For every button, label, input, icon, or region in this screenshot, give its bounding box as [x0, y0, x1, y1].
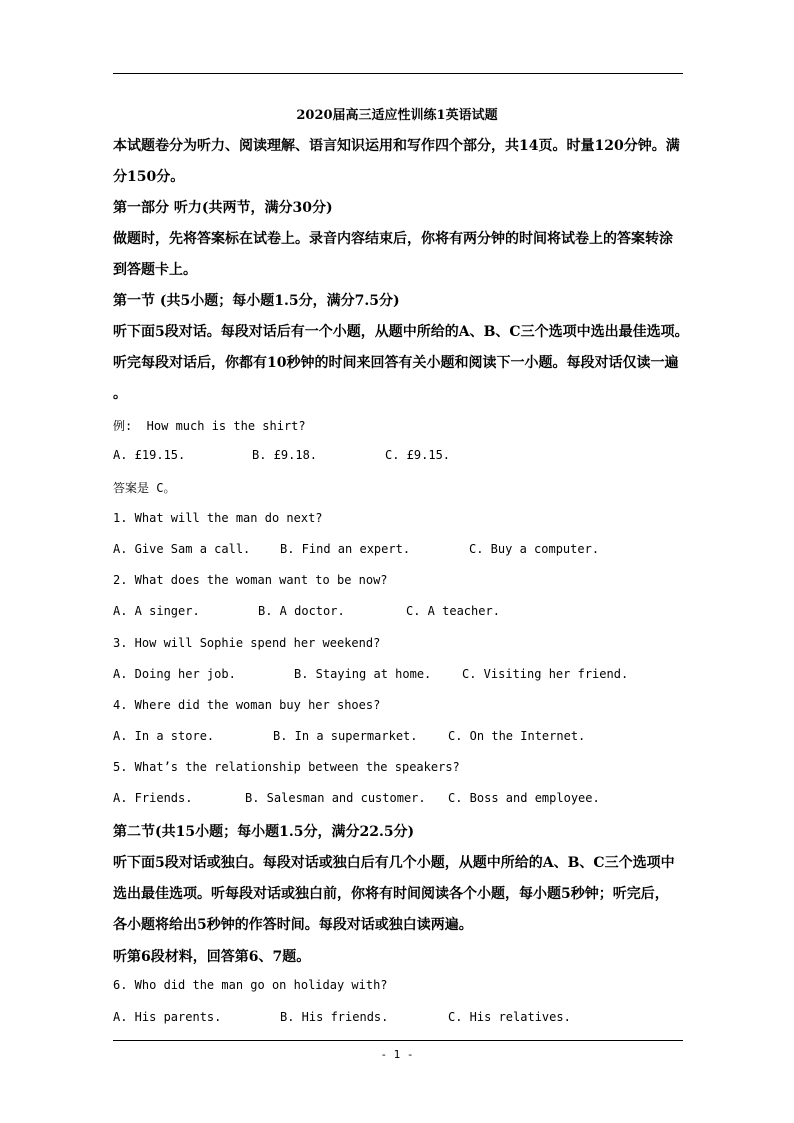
question-3: 3. How will Sophie spend her weekend? [113, 636, 381, 650]
footer-rule [113, 1040, 683, 1041]
part1-note-line-2: 到答题卡上。 [113, 262, 197, 278]
question-1-option-b: B. Find an expert. [280, 542, 411, 556]
section1-directions-line-1: 听下面5段对话。每段对话后有一个小题，从题中所给的A、B、C三个选项中选出最佳选项。 [113, 324, 689, 340]
question-3-option-b: B. Staying at home. [294, 667, 432, 681]
question-4-option-b: B. In a supermarket. [273, 729, 418, 743]
question-6-option-b: B. His friends. [280, 1010, 389, 1024]
section2-directions-line-3: 各小题将给出5秒钟的作答时间。每段对话或独白读两遍。 [113, 917, 473, 933]
section1-heading: 第一节 (共5小题；每小题1.5分，满分7.5分) [113, 293, 400, 309]
example-option-a: A. £19.15. [113, 448, 186, 462]
question-5: 5. What’s the relationship between the speakers? [113, 760, 460, 774]
part1-heading: 第一部分 听力(共两节，满分30分) [113, 200, 333, 216]
question-4-option-c: C. On the Internet. [448, 729, 586, 743]
question-4-option-a: A. In a store. [113, 729, 215, 743]
question-6-option-a: A. His parents. [113, 1010, 222, 1024]
question-3-option-a: A. Doing her job. [113, 667, 236, 681]
question-1: 1. What will the man do next? [113, 511, 323, 525]
section2-directions-line-1: 听下面5段对话或独白。每段对话或独白后有几个小题，从题中所给的A、B、C三个选项中 [113, 855, 675, 871]
question-2: 2. What does the woman want to be now? [113, 573, 388, 587]
section1-directions-line-2: 听完每段对话后，你都有10秒钟的时间来回答有关小题和阅读下一小题。每段对话仅读一遍 [113, 355, 679, 371]
header-rule [113, 73, 683, 74]
section2-heading: 第二节(共15小题；每小题1.5分，满分22.5分) [113, 824, 415, 840]
example-question: 例: How much is the shirt? [113, 419, 306, 433]
question-2-option-c: C. A teacher. [406, 604, 500, 618]
question-1-option-c: C. Buy a computer. [469, 542, 600, 556]
question-6: 6. Who did the man go on holiday with? [113, 978, 388, 992]
question-5-option-c: C. Boss and employee. [448, 791, 600, 805]
example-option-b: B. £9.18. [252, 448, 318, 462]
question-4: 4. Where did the woman buy her shoes? [113, 698, 381, 712]
question-6-option-c: C. His relatives. [448, 1010, 571, 1024]
question-1-option-a: A. Give Sam a call. [113, 542, 251, 556]
section2-directions-line-2: 选出最佳选项。听每段对话或独白前，你将有时间阅读各个小题，每小题5秒钟；听完后， [113, 886, 669, 902]
page-title: 2020届高三适应性训练1英语试题 [296, 108, 498, 123]
section1-directions-line-3: 。 [113, 386, 127, 402]
example-option-c: C. £9.15. [385, 448, 451, 462]
part1-note-line-1: 做题时，先将答案标在试卷上。录音内容结束后，你将有两分钟的时间将试卷上的答案转涂 [113, 231, 673, 247]
question-5-option-a: A. Friends. [113, 791, 193, 805]
page-number: - 1 - [380, 1048, 414, 1061]
question-2-option-b: B. A doctor. [258, 604, 345, 618]
intro-line-2: 分150分。 [113, 169, 185, 185]
question-3-option-c: C. Visiting her friend. [462, 667, 629, 681]
question-2-option-a: A. A singer. [113, 604, 200, 618]
intro-line-1: 本试题卷分为听力、阅读理解、语言知识运用和写作四个部分，共14页。时量120分钟。满 [113, 138, 680, 154]
material6-heading: 听第6段材料，回答第6、7题。 [113, 949, 311, 965]
example-answer: 答案是 C。 [113, 481, 176, 495]
question-5-option-b: B. Salesman and customer. [245, 791, 426, 805]
